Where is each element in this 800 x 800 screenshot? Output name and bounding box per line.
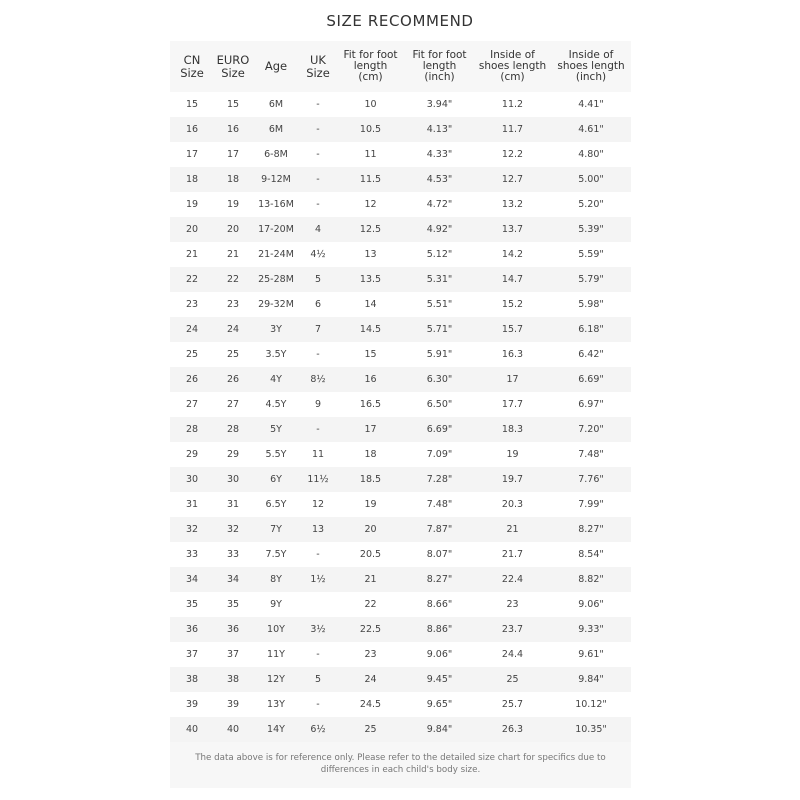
- cell-uk-size: 9: [300, 392, 336, 417]
- cell-cn-size: 32: [170, 517, 214, 542]
- cell-cn-size: 25: [170, 342, 214, 367]
- cell-uk-size: -: [300, 167, 336, 192]
- cell-inside-length-inch: 8.27": [551, 517, 631, 542]
- cell-foot-length-inch: 8.66": [405, 592, 474, 617]
- cell-age: 7Y: [252, 517, 300, 542]
- cell-age: 4Y: [252, 367, 300, 392]
- cell-foot-length-cm: 11: [336, 142, 405, 167]
- cell-cn-size: 24: [170, 317, 214, 342]
- cell-foot-length-cm: 18: [336, 442, 405, 467]
- cell-inside-length-inch: 10.35": [551, 717, 631, 742]
- cell-cn-size: 22: [170, 267, 214, 292]
- cell-foot-length-cm: 11.5: [336, 167, 405, 192]
- cell-cn-size: 15: [170, 92, 214, 117]
- cell-uk-size: [300, 592, 336, 617]
- cell-age: 6M: [252, 92, 300, 117]
- cell-euro-size: 20: [214, 217, 252, 242]
- cell-cn-size: 19: [170, 192, 214, 217]
- table-row: [170, 92, 631, 117]
- cell-foot-length-cm: 12: [336, 192, 405, 217]
- cell-cn-size: 28: [170, 417, 214, 442]
- cell-age: 7.5Y: [252, 542, 300, 567]
- table-row: [170, 442, 631, 467]
- cell-foot-length-inch: 8.27": [405, 567, 474, 592]
- table-row: [170, 542, 631, 567]
- table-row: [170, 242, 631, 267]
- cell-inside-length-cm: 19.7: [474, 467, 551, 492]
- table-row: [170, 717, 631, 742]
- cell-euro-size: 33: [214, 542, 252, 567]
- cell-euro-size: 31: [214, 492, 252, 517]
- cell-uk-size: -: [300, 692, 336, 717]
- cell-euro-size: 17: [214, 142, 252, 167]
- cell-euro-size: 22: [214, 267, 252, 292]
- table-row: [170, 267, 631, 292]
- table-row: [170, 367, 631, 392]
- cell-foot-length-inch: 8.86": [405, 617, 474, 642]
- cell-foot-length-inch: 5.71": [405, 317, 474, 342]
- cell-euro-size: 24: [214, 317, 252, 342]
- cell-euro-size: 15: [214, 92, 252, 117]
- cell-inside-length-cm: 25.7: [474, 692, 551, 717]
- cell-inside-length-inch: 8.54": [551, 542, 631, 567]
- table-row: [170, 567, 631, 592]
- cell-uk-size: -: [300, 342, 336, 367]
- cell-foot-length-cm: 22.5: [336, 617, 405, 642]
- header-uk-size: UK Size: [306, 52, 330, 80]
- cell-inside-length-cm: 21.7: [474, 542, 551, 567]
- cell-euro-size: 16: [214, 117, 252, 142]
- cell-inside-length-cm: 19: [474, 442, 551, 467]
- cell-cn-size: 35: [170, 592, 214, 617]
- cell-foot-length-inch: 6.69": [405, 417, 474, 442]
- cell-euro-size: 38: [214, 667, 252, 692]
- cell-foot-length-inch: 5.31": [405, 267, 474, 292]
- cell-uk-size: 11½: [300, 467, 336, 492]
- cell-euro-size: 36: [214, 617, 252, 642]
- cell-euro-size: 32: [214, 517, 252, 542]
- table-row: [170, 667, 631, 692]
- header-foot-length-inch: Fit for foot length (inch): [412, 49, 467, 83]
- cell-foot-length-cm: 10: [336, 92, 405, 117]
- cell-inside-length-cm: 20.3: [474, 492, 551, 517]
- table-row: [170, 517, 631, 542]
- cell-inside-length-cm: 14.7: [474, 267, 551, 292]
- cell-inside-length-cm: 26.3: [474, 717, 551, 742]
- cell-foot-length-cm: 20: [336, 517, 405, 542]
- table-row: [170, 117, 631, 142]
- cell-foot-length-inch: 5.91": [405, 342, 474, 367]
- cell-inside-length-cm: 15.7: [474, 317, 551, 342]
- cell-foot-length-inch: 9.65": [405, 692, 474, 717]
- cell-inside-length-cm: 16.3: [474, 342, 551, 367]
- cell-foot-length-cm: 18.5: [336, 467, 405, 492]
- cell-foot-length-inch: 7.28": [405, 467, 474, 492]
- cell-inside-length-cm: 13.7: [474, 217, 551, 242]
- cell-cn-size: 20: [170, 217, 214, 242]
- cell-inside-length-inch: 6.18": [551, 317, 631, 342]
- cell-inside-length-inch: 9.06": [551, 592, 631, 617]
- cell-age: 25-28M: [252, 267, 300, 292]
- cell-foot-length-inch: 9.84": [405, 717, 474, 742]
- cell-foot-length-inch: 6.30": [405, 367, 474, 392]
- cell-foot-length-inch: 4.72": [405, 192, 474, 217]
- cell-cn-size: 40: [170, 717, 214, 742]
- cell-euro-size: 27: [214, 392, 252, 417]
- table-row: [170, 217, 631, 242]
- cell-inside-length-inch: 9.61": [551, 642, 631, 667]
- cell-age: 11Y: [252, 642, 300, 667]
- cell-foot-length-inch: 7.48": [405, 492, 474, 517]
- header-row: [170, 41, 631, 92]
- cell-foot-length-cm: 20.5: [336, 542, 405, 567]
- cell-inside-length-inch: 4.80": [551, 142, 631, 167]
- cell-cn-size: 38: [170, 667, 214, 692]
- cell-uk-size: 6: [300, 292, 336, 317]
- cell-age: 3Y: [252, 317, 300, 342]
- header-cn-size: CN Size: [180, 52, 204, 80]
- table-row: [170, 417, 631, 442]
- cell-age: 9-12M: [252, 167, 300, 192]
- cell-foot-length-inch: 6.50": [405, 392, 474, 417]
- cell-uk-size: -: [300, 192, 336, 217]
- cell-age: 29-32M: [252, 292, 300, 317]
- cell-age: 14Y: [252, 717, 300, 742]
- cell-inside-length-inch: 5.79": [551, 267, 631, 292]
- cell-inside-length-cm: 23: [474, 592, 551, 617]
- cell-foot-length-cm: 24.5: [336, 692, 405, 717]
- cell-cn-size: 31: [170, 492, 214, 517]
- cell-foot-length-cm: 22: [336, 592, 405, 617]
- cell-inside-length-inch: 7.76": [551, 467, 631, 492]
- cell-inside-length-inch: 4.61": [551, 117, 631, 142]
- cell-foot-length-cm: 25: [336, 717, 405, 742]
- cell-foot-length-cm: 13: [336, 242, 405, 267]
- cell-foot-length-inch: 4.33": [405, 142, 474, 167]
- cell-uk-size: 11: [300, 442, 336, 467]
- table-row: [170, 142, 631, 167]
- cell-age: 3.5Y: [252, 342, 300, 367]
- cell-cn-size: 23: [170, 292, 214, 317]
- cell-cn-size: 29: [170, 442, 214, 467]
- cell-uk-size: 7: [300, 317, 336, 342]
- table-row: [170, 592, 631, 617]
- cell-euro-size: 39: [214, 692, 252, 717]
- cell-foot-length-cm: 19: [336, 492, 405, 517]
- cell-uk-size: 13: [300, 517, 336, 542]
- cell-inside-length-inch: 5.39": [551, 217, 631, 242]
- cell-inside-length-inch: 10.12": [551, 692, 631, 717]
- cell-inside-length-inch: 8.82": [551, 567, 631, 592]
- cell-inside-length-inch: 5.20": [551, 192, 631, 217]
- cell-uk-size: -: [300, 142, 336, 167]
- cell-cn-size: 21: [170, 242, 214, 267]
- cell-foot-length-cm: 24: [336, 667, 405, 692]
- cell-foot-length-cm: 10.5: [336, 117, 405, 142]
- cell-age: 6M: [252, 117, 300, 142]
- cell-inside-length-cm: 21: [474, 517, 551, 542]
- cell-age: 13-16M: [252, 192, 300, 217]
- cell-euro-size: 19: [214, 192, 252, 217]
- cell-age: 6Y: [252, 467, 300, 492]
- cell-uk-size: 5: [300, 267, 336, 292]
- cell-inside-length-inch: 5.59": [551, 242, 631, 267]
- cell-age: 12Y: [252, 667, 300, 692]
- cell-inside-length-cm: 13.2: [474, 192, 551, 217]
- cell-cn-size: 27: [170, 392, 214, 417]
- cell-inside-length-cm: 25: [474, 667, 551, 692]
- table-row: [170, 342, 631, 367]
- cell-euro-size: 35: [214, 592, 252, 617]
- cell-age: 6-8M: [252, 142, 300, 167]
- table-row: [170, 292, 631, 317]
- page-title: SIZE RECOMMEND: [326, 12, 474, 30]
- table-row: [170, 642, 631, 667]
- header-age: Age: [264, 59, 288, 73]
- cell-inside-length-cm: 12.2: [474, 142, 551, 167]
- cell-foot-length-inch: 7.87": [405, 517, 474, 542]
- cell-inside-length-cm: 22.4: [474, 567, 551, 592]
- cell-age: 9Y: [252, 592, 300, 617]
- cell-euro-size: 40: [214, 717, 252, 742]
- cell-uk-size: 8½: [300, 367, 336, 392]
- table-row: [170, 392, 631, 417]
- cell-uk-size: 1½: [300, 567, 336, 592]
- cell-age: 10Y: [252, 617, 300, 642]
- cell-foot-length-cm: 17: [336, 417, 405, 442]
- table-row: [170, 167, 631, 192]
- size-table: [170, 41, 631, 742]
- cell-foot-length-cm: 16.5: [336, 392, 405, 417]
- cell-uk-size: 4½: [300, 242, 336, 267]
- cell-inside-length-inch: 6.97": [551, 392, 631, 417]
- header-euro-size: EURO Size: [216, 52, 250, 80]
- cell-cn-size: 34: [170, 567, 214, 592]
- cell-cn-size: 16: [170, 117, 214, 142]
- cell-inside-length-cm: 11.7: [474, 117, 551, 142]
- cell-uk-size: 5: [300, 667, 336, 692]
- cell-euro-size: 26: [214, 367, 252, 392]
- cell-age: 5.5Y: [252, 442, 300, 467]
- cell-euro-size: 23: [214, 292, 252, 317]
- cell-uk-size: -: [300, 92, 336, 117]
- cell-inside-length-cm: 24.4: [474, 642, 551, 667]
- cell-euro-size: 34: [214, 567, 252, 592]
- cell-euro-size: 21: [214, 242, 252, 267]
- cell-euro-size: 18: [214, 167, 252, 192]
- cell-uk-size: 12: [300, 492, 336, 517]
- cell-foot-length-cm: 16: [336, 367, 405, 392]
- cell-foot-length-inch: 9.06": [405, 642, 474, 667]
- cell-uk-size: 4: [300, 217, 336, 242]
- cell-cn-size: 37: [170, 642, 214, 667]
- cell-foot-length-inch: 9.45": [405, 667, 474, 692]
- cell-foot-length-cm: 23: [336, 642, 405, 667]
- cell-inside-length-cm: 12.7: [474, 167, 551, 192]
- cell-uk-size: 6½: [300, 717, 336, 742]
- cell-inside-length-inch: 4.41": [551, 92, 631, 117]
- cell-foot-length-cm: 12.5: [336, 217, 405, 242]
- cell-foot-length-inch: 7.09": [405, 442, 474, 467]
- cell-euro-size: 25: [214, 342, 252, 367]
- cell-age: 5Y: [252, 417, 300, 442]
- footnote: The data above is for reference only. Please refer to the detailed size chart for specifics due to differences in each child's body size.: [195, 753, 606, 775]
- cell-uk-size: -: [300, 117, 336, 142]
- table-row: [170, 492, 631, 517]
- table-row: [170, 617, 631, 642]
- cell-cn-size: 17: [170, 142, 214, 167]
- table-row: [170, 317, 631, 342]
- cell-inside-length-cm: 23.7: [474, 617, 551, 642]
- cell-foot-length-inch: 5.12": [405, 242, 474, 267]
- cell-inside-length-inch: 7.99": [551, 492, 631, 517]
- cell-inside-length-cm: 15.2: [474, 292, 551, 317]
- cell-inside-length-inch: 6.42": [551, 342, 631, 367]
- cell-uk-size: -: [300, 417, 336, 442]
- cell-age: 4.5Y: [252, 392, 300, 417]
- cell-inside-length-cm: 17: [474, 367, 551, 392]
- cell-uk-size: 3½: [300, 617, 336, 642]
- cell-age: 6.5Y: [252, 492, 300, 517]
- cell-inside-length-inch: 5.00": [551, 167, 631, 192]
- cell-foot-length-inch: 4.53": [405, 167, 474, 192]
- cell-cn-size: 18: [170, 167, 214, 192]
- cell-inside-length-cm: 17.7: [474, 392, 551, 417]
- cell-age: 21-24M: [252, 242, 300, 267]
- cell-foot-length-cm: 14.5: [336, 317, 405, 342]
- cell-cn-size: 26: [170, 367, 214, 392]
- cell-cn-size: 36: [170, 617, 214, 642]
- cell-cn-size: 33: [170, 542, 214, 567]
- cell-inside-length-inch: 9.84": [551, 667, 631, 692]
- cell-uk-size: -: [300, 642, 336, 667]
- cell-euro-size: 28: [214, 417, 252, 442]
- cell-euro-size: 37: [214, 642, 252, 667]
- cell-foot-length-inch: 8.07": [405, 542, 474, 567]
- cell-foot-length-inch: 3.94": [405, 92, 474, 117]
- cell-inside-length-inch: 5.98": [551, 292, 631, 317]
- table-row: [170, 692, 631, 717]
- cell-age: 17-20M: [252, 217, 300, 242]
- cell-foot-length-inch: 4.13": [405, 117, 474, 142]
- cell-foot-length-cm: 14: [336, 292, 405, 317]
- cell-euro-size: 30: [214, 467, 252, 492]
- cell-inside-length-inch: 7.20": [551, 417, 631, 442]
- cell-inside-length-inch: 9.33": [551, 617, 631, 642]
- cell-inside-length-inch: 7.48": [551, 442, 631, 467]
- cell-inside-length-inch: 6.69": [551, 367, 631, 392]
- cell-cn-size: 39: [170, 692, 214, 717]
- cell-foot-length-inch: 5.51": [405, 292, 474, 317]
- cell-cn-size: 30: [170, 467, 214, 492]
- header-inside-length-inch: Inside of shoes length (inch): [557, 49, 625, 83]
- cell-euro-size: 29: [214, 442, 252, 467]
- header-inside-length-cm: Inside of shoes length (cm): [478, 49, 547, 83]
- cell-uk-size: -: [300, 542, 336, 567]
- cell-inside-length-cm: 14.2: [474, 242, 551, 267]
- cell-foot-length-inch: 4.92": [405, 217, 474, 242]
- table-row: [170, 192, 631, 217]
- header-foot-length-cm: Fit for foot length (cm): [343, 49, 398, 83]
- cell-age: 13Y: [252, 692, 300, 717]
- cell-foot-length-cm: 21: [336, 567, 405, 592]
- cell-age: 8Y: [252, 567, 300, 592]
- cell-inside-length-cm: 18.3: [474, 417, 551, 442]
- cell-foot-length-cm: 13.5: [336, 267, 405, 292]
- cell-inside-length-cm: 11.2: [474, 92, 551, 117]
- cell-foot-length-cm: 15: [336, 342, 405, 367]
- table-row: [170, 467, 631, 492]
